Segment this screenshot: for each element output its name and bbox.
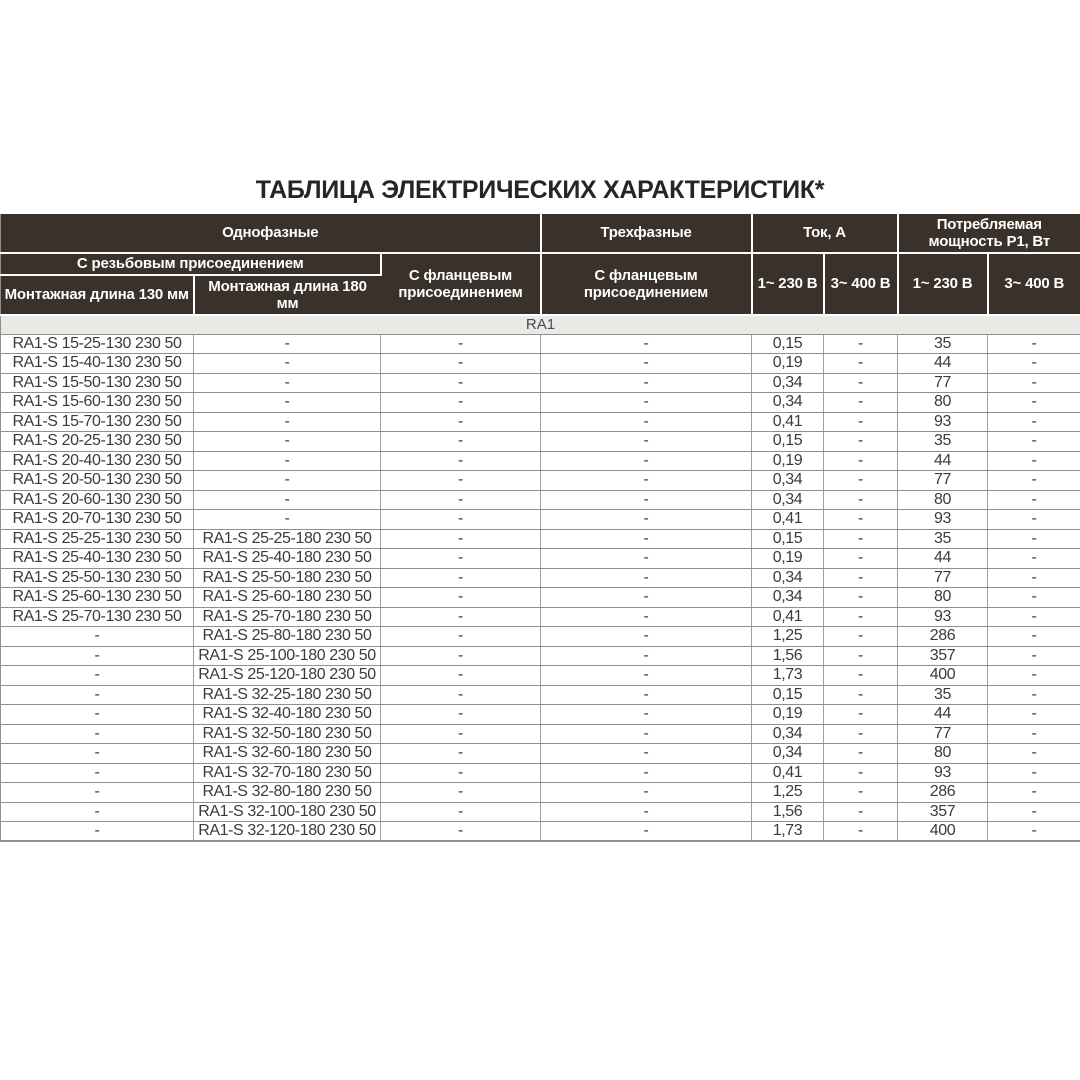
cell: - xyxy=(824,334,898,354)
cell: - xyxy=(194,354,381,374)
cell: - xyxy=(988,373,1080,393)
cell: RA1-S 25-40-180 230 50 xyxy=(194,549,381,569)
table-row xyxy=(1,334,1080,354)
cell: - xyxy=(541,607,752,627)
cell: - xyxy=(824,724,898,744)
cell: RA1-S 32-120-180 230 50 xyxy=(194,822,381,842)
cell: RA1-S 20-40-130 230 50 xyxy=(1,451,194,471)
cell: 35 xyxy=(898,529,988,549)
cell: - xyxy=(381,432,541,452)
cell: - xyxy=(1,763,194,783)
header-length-130: Монтажная длина 130 мм xyxy=(1,275,194,315)
cell: - xyxy=(824,568,898,588)
table-row xyxy=(1,529,1080,549)
cell: - xyxy=(541,451,752,471)
cell: - xyxy=(381,705,541,725)
cell: 35 xyxy=(898,334,988,354)
cell: - xyxy=(541,412,752,432)
cell: - xyxy=(824,705,898,725)
cell: 0,34 xyxy=(752,744,824,764)
cell: - xyxy=(541,529,752,549)
cell: - xyxy=(988,666,1080,686)
electrical-characteristics-table xyxy=(0,214,1080,842)
cell: - xyxy=(824,354,898,374)
cell: 286 xyxy=(898,783,988,803)
series-band-row xyxy=(1,315,1080,334)
cell: - xyxy=(541,666,752,686)
cell: - xyxy=(988,412,1080,432)
table-row xyxy=(1,451,1080,471)
cell: - xyxy=(1,685,194,705)
cell: - xyxy=(824,432,898,452)
page-title: ТАБЛИЦА ЭЛЕКТРИЧЕСКИХ ХАРАКТЕРИСТИК* xyxy=(255,176,825,204)
cell: - xyxy=(1,744,194,764)
header-three-phase: Трехфазные xyxy=(541,214,752,253)
cell: - xyxy=(988,471,1080,491)
cell: 0,15 xyxy=(752,685,824,705)
cell: - xyxy=(541,627,752,647)
cell: - xyxy=(988,607,1080,627)
cell: 80 xyxy=(898,744,988,764)
cell: RA1-S 25-60-180 230 50 xyxy=(194,588,381,608)
header-flanged-single: С фланцевым присоединением xyxy=(381,253,541,315)
cell: 0,41 xyxy=(752,412,824,432)
cell: RA1-S 32-50-180 230 50 xyxy=(194,724,381,744)
cell: 0,19 xyxy=(752,705,824,725)
cell: 0,15 xyxy=(752,432,824,452)
cell: 286 xyxy=(898,627,988,647)
cell: 357 xyxy=(898,646,988,666)
table-row xyxy=(1,822,1080,842)
table-row xyxy=(1,666,1080,686)
cell: - xyxy=(541,354,752,374)
cell: - xyxy=(381,354,541,374)
cell: - xyxy=(824,627,898,647)
table-row xyxy=(1,393,1080,413)
cell: RA1-S 25-50-180 230 50 xyxy=(194,568,381,588)
cell: 0,41 xyxy=(752,510,824,530)
cell: RA1-S 32-80-180 230 50 xyxy=(194,783,381,803)
cell: 77 xyxy=(898,724,988,744)
cell: 0,19 xyxy=(752,354,824,374)
cell: RA1-S 25-80-180 230 50 xyxy=(194,627,381,647)
cell: RA1-S 15-60-130 230 50 xyxy=(1,393,194,413)
header-current: Ток, А xyxy=(752,214,898,253)
cell: - xyxy=(541,549,752,569)
header-power-230v: 1~ 230 В xyxy=(898,253,988,315)
cell: RA1-S 25-100-180 230 50 xyxy=(194,646,381,666)
cell: 77 xyxy=(898,568,988,588)
cell: - xyxy=(194,471,381,491)
cell: - xyxy=(194,510,381,530)
cell: - xyxy=(541,471,752,491)
header-power-400v: 3~ 400 В xyxy=(988,253,1080,315)
cell: - xyxy=(541,802,752,822)
table-row xyxy=(1,705,1080,725)
cell: 1,56 xyxy=(752,802,824,822)
cell: - xyxy=(824,744,898,764)
series-label: RA1 xyxy=(1,315,1080,334)
cell: - xyxy=(1,724,194,744)
cell: - xyxy=(541,685,752,705)
cell: - xyxy=(541,373,752,393)
cell: 1,73 xyxy=(752,666,824,686)
cell: - xyxy=(988,763,1080,783)
cell: - xyxy=(1,627,194,647)
header-current-400v: 3~ 400 В xyxy=(824,253,898,315)
cell: - xyxy=(988,432,1080,452)
cell: - xyxy=(541,588,752,608)
cell: - xyxy=(541,490,752,510)
cell: - xyxy=(381,529,541,549)
cell: - xyxy=(988,451,1080,471)
cell: 44 xyxy=(898,451,988,471)
cell: RA1-S 32-60-180 230 50 xyxy=(194,744,381,764)
cell: - xyxy=(988,588,1080,608)
header-threaded-connection: С резьбовым присоединением xyxy=(1,253,381,275)
cell: - xyxy=(194,393,381,413)
cell: - xyxy=(381,666,541,686)
cell: 0,34 xyxy=(752,393,824,413)
cell: - xyxy=(1,802,194,822)
cell: - xyxy=(988,568,1080,588)
cell: - xyxy=(541,510,752,530)
cell: - xyxy=(541,568,752,588)
header-connection-row xyxy=(1,253,1080,275)
cell: - xyxy=(381,490,541,510)
cell: RA1-S 25-40-130 230 50 xyxy=(1,549,194,569)
cell: - xyxy=(824,412,898,432)
cell: - xyxy=(541,432,752,452)
cell: - xyxy=(988,393,1080,413)
cell: 44 xyxy=(898,354,988,374)
cell: - xyxy=(1,822,194,842)
cell: - xyxy=(381,763,541,783)
cell: - xyxy=(381,588,541,608)
cell: - xyxy=(824,646,898,666)
cell: 0,34 xyxy=(752,373,824,393)
cell: - xyxy=(1,646,194,666)
cell: - xyxy=(988,705,1080,725)
table-row xyxy=(1,471,1080,491)
cell: RA1-S 15-50-130 230 50 xyxy=(1,373,194,393)
cell: - xyxy=(381,510,541,530)
cell: 77 xyxy=(898,471,988,491)
cell: - xyxy=(541,705,752,725)
cell: - xyxy=(824,451,898,471)
header-power: Потребляемая мощность P1, Вт xyxy=(898,214,1080,253)
cell: 400 xyxy=(898,666,988,686)
cell: RA1-S 32-100-180 230 50 xyxy=(194,802,381,822)
cell: 77 xyxy=(898,373,988,393)
cell: - xyxy=(824,666,898,686)
cell: 0,34 xyxy=(752,568,824,588)
cell: RA1-S 15-40-130 230 50 xyxy=(1,354,194,374)
cell: - xyxy=(381,568,541,588)
cell: - xyxy=(194,373,381,393)
cell: - xyxy=(824,822,898,842)
cell: - xyxy=(988,822,1080,842)
header-flanged-three: С фланцевым присоединением xyxy=(541,253,752,315)
cell: 80 xyxy=(898,588,988,608)
table-row xyxy=(1,802,1080,822)
cell: RA1-S 32-25-180 230 50 xyxy=(194,685,381,705)
cell: - xyxy=(194,490,381,510)
cell: - xyxy=(824,783,898,803)
table-row xyxy=(1,646,1080,666)
cell: RA1-S 25-60-130 230 50 xyxy=(1,588,194,608)
cell: - xyxy=(1,666,194,686)
table-row xyxy=(1,685,1080,705)
table-row xyxy=(1,432,1080,452)
cell: 80 xyxy=(898,393,988,413)
cell: - xyxy=(381,724,541,744)
cell: 0,34 xyxy=(752,724,824,744)
cell: - xyxy=(381,646,541,666)
cell: - xyxy=(824,393,898,413)
cell: 1,56 xyxy=(752,646,824,666)
cell: - xyxy=(988,744,1080,764)
cell: 0,34 xyxy=(752,471,824,491)
cell: - xyxy=(541,763,752,783)
cell: 0,34 xyxy=(752,588,824,608)
cell: RA1-S 20-25-130 230 50 xyxy=(1,432,194,452)
table-row xyxy=(1,744,1080,764)
cell: - xyxy=(194,412,381,432)
table-row xyxy=(1,568,1080,588)
cell: 0,19 xyxy=(752,451,824,471)
cell: - xyxy=(988,529,1080,549)
table-row xyxy=(1,724,1080,744)
cell: - xyxy=(1,705,194,725)
cell: - xyxy=(988,510,1080,530)
cell: - xyxy=(541,822,752,842)
cell: - xyxy=(824,373,898,393)
table-row xyxy=(1,588,1080,608)
cell: - xyxy=(381,744,541,764)
table-row xyxy=(1,412,1080,432)
cell: RA1-S 25-50-130 230 50 xyxy=(1,568,194,588)
cell: - xyxy=(194,334,381,354)
cell: - xyxy=(381,783,541,803)
cell: - xyxy=(824,685,898,705)
cell: 1,25 xyxy=(752,627,824,647)
cell: - xyxy=(824,471,898,491)
cell: - xyxy=(824,588,898,608)
cell: 93 xyxy=(898,763,988,783)
cell: - xyxy=(988,802,1080,822)
cell: 0,41 xyxy=(752,607,824,627)
header-length-180: Монтажная длина 180 мм xyxy=(194,275,381,315)
cell: - xyxy=(541,646,752,666)
cell: - xyxy=(988,783,1080,803)
table-row xyxy=(1,627,1080,647)
cell: - xyxy=(988,627,1080,647)
cell: 44 xyxy=(898,549,988,569)
cell: - xyxy=(194,432,381,452)
cell: - xyxy=(381,393,541,413)
cell: - xyxy=(381,607,541,627)
table-row xyxy=(1,763,1080,783)
cell: RA1-S 25-120-180 230 50 xyxy=(194,666,381,686)
table-header xyxy=(1,214,1080,315)
cell: - xyxy=(194,451,381,471)
cell: 35 xyxy=(898,685,988,705)
cell: - xyxy=(988,490,1080,510)
cell: RA1-S 32-40-180 230 50 xyxy=(194,705,381,725)
table-row xyxy=(1,783,1080,803)
table-row xyxy=(1,607,1080,627)
header-current-230v: 1~ 230 В xyxy=(752,253,824,315)
cell: 0,34 xyxy=(752,490,824,510)
cell: 1,25 xyxy=(752,783,824,803)
cell: 0,41 xyxy=(752,763,824,783)
cell: - xyxy=(824,529,898,549)
header-group-row xyxy=(1,214,1080,253)
cell: - xyxy=(988,646,1080,666)
cell: - xyxy=(381,802,541,822)
cell: - xyxy=(824,549,898,569)
cell: RA1-S 20-70-130 230 50 xyxy=(1,510,194,530)
cell: - xyxy=(381,549,541,569)
cell: - xyxy=(541,744,752,764)
cell: RA1-S 15-25-130 230 50 xyxy=(1,334,194,354)
cell: - xyxy=(824,607,898,627)
cell: 35 xyxy=(898,432,988,452)
cell: - xyxy=(381,822,541,842)
cell: RA1-S 25-25-180 230 50 xyxy=(194,529,381,549)
cell: 93 xyxy=(898,510,988,530)
cell: RA1-S 32-70-180 230 50 xyxy=(194,763,381,783)
cell: RA1-S 20-50-130 230 50 xyxy=(1,471,194,491)
header-single-phase: Однофазные xyxy=(1,214,541,253)
cell: 80 xyxy=(898,490,988,510)
cell: RA1-S 20-60-130 230 50 xyxy=(1,490,194,510)
cell: - xyxy=(824,510,898,530)
cell: RA1-S 25-70-180 230 50 xyxy=(194,607,381,627)
cell: 44 xyxy=(898,705,988,725)
cell: 0,15 xyxy=(752,529,824,549)
cell: 0,15 xyxy=(752,334,824,354)
cell: - xyxy=(988,334,1080,354)
cell: - xyxy=(824,802,898,822)
table-row xyxy=(1,354,1080,374)
cell: - xyxy=(381,471,541,491)
cell: - xyxy=(824,763,898,783)
cell: 0,19 xyxy=(752,549,824,569)
cell: - xyxy=(824,490,898,510)
cell: RA1-S 25-25-130 230 50 xyxy=(1,529,194,549)
cell: 93 xyxy=(898,412,988,432)
table-row xyxy=(1,549,1080,569)
cell: - xyxy=(988,549,1080,569)
table-body xyxy=(1,315,1080,841)
cell: 357 xyxy=(898,802,988,822)
cell: - xyxy=(381,451,541,471)
cell: - xyxy=(381,412,541,432)
cell: 400 xyxy=(898,822,988,842)
cell: - xyxy=(381,334,541,354)
cell: - xyxy=(988,724,1080,744)
cell: RA1-S 15-70-130 230 50 xyxy=(1,412,194,432)
cell: - xyxy=(988,354,1080,374)
cell: 93 xyxy=(898,607,988,627)
table-row xyxy=(1,490,1080,510)
cell: - xyxy=(381,627,541,647)
cell: - xyxy=(988,685,1080,705)
cell: - xyxy=(381,685,541,705)
cell: - xyxy=(1,783,194,803)
cell: - xyxy=(541,393,752,413)
cell: - xyxy=(541,334,752,354)
cell: RA1-S 25-70-130 230 50 xyxy=(1,607,194,627)
cell: 1,73 xyxy=(752,822,824,842)
table-row xyxy=(1,373,1080,393)
cell: - xyxy=(541,724,752,744)
table-row xyxy=(1,510,1080,530)
cell: - xyxy=(381,373,541,393)
cell: - xyxy=(541,783,752,803)
